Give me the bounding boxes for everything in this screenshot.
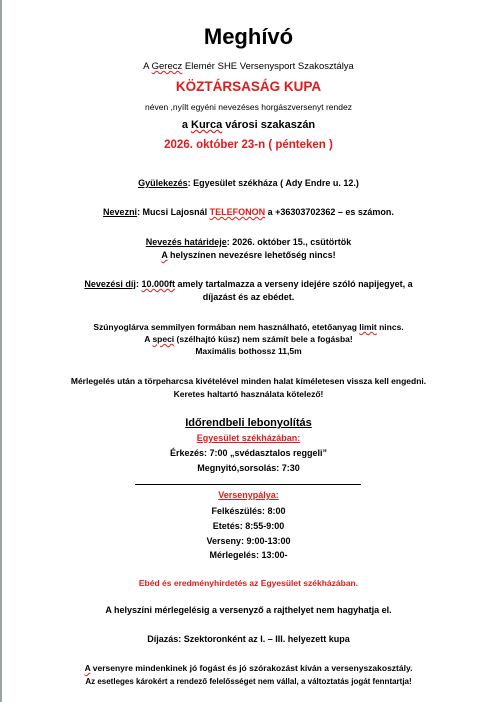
divider xyxy=(135,484,361,485)
weighing-line-2: Keretes haltartó használata kötelező! xyxy=(173,389,324,399)
venue-heading: Versenypálya: xyxy=(218,490,279,500)
feeding-line: Etetés: 8:55-9:00 xyxy=(212,521,285,531)
event-description: néven ,nyílt egyéni nevezéses horgászversenyt rendez xyxy=(145,102,352,112)
wish-line: A versenyre mindenkinek jó fogást és jó szórakozást kíván a versenyszakosztály. xyxy=(84,663,413,673)
arrival-line: Érkezés: 7:00 „svédasztalos reggeli” xyxy=(169,448,328,458)
lunch-line: Ebéd és eredményhirdetés az Egyesület székházában. xyxy=(138,578,359,588)
prep-line: Felkészülés: 8:00 xyxy=(211,506,286,516)
competition-line: Verseny: 9:00-13:00 xyxy=(206,536,291,546)
weigh-line: Mérlegelés: 13:00- xyxy=(209,550,288,560)
event-name: KÖZTÁRSASÁG KUPA xyxy=(175,79,322,94)
club-heading: Egyesület székházában: xyxy=(196,433,301,443)
location-line: a Kurca városi szakaszán xyxy=(181,119,316,131)
disclaimer-line: Az esetleges károkért a rendező felelősséget nem vállal, a változtatás jogát fenntartja! xyxy=(85,677,412,686)
phone-word: TELEFONON xyxy=(209,207,266,217)
rules-line-3: Maximális bothossz 11,5m xyxy=(195,346,302,356)
schedule-heading: Időrendbeli lebonyolítás xyxy=(185,417,312,429)
organizer-line: A Gerecz Elemér SHE Versenysport Szakosztálya xyxy=(143,61,354,72)
deadline-note: A helyszínen nevezésre lehetőség nincs! xyxy=(161,250,336,260)
stay-line: A helyszíni mérlegelésig a versenyző a rajthelyet nem hagyhatja el. xyxy=(105,605,392,615)
rules-line-1: Szúnyoglárva semmilyen formában nem használható, etetőanyag limit nincs. xyxy=(93,322,404,332)
draw-line: Megnyitó,sorsolás: 7:30 xyxy=(197,463,300,473)
weighing-line-1: Mérlegelés után a törpeharcsa kivételével minden halat kíméletesen vissza kell engedni. xyxy=(70,376,427,386)
gathering-line: Gyülekezés: Egyesület székháza ( Ady Endre u. 12.) xyxy=(138,178,359,188)
fee-line-2: díjazást és az ebédet. xyxy=(202,292,295,302)
registration-line: Nevezni: Mucsi Lajosnál TELEFONON a +36303702362 – es számon. xyxy=(103,207,394,217)
deadline-line: Nevezés határideje: 2026. október 15., csütörtök xyxy=(145,237,352,247)
rules-line-2: A speci (szélhajtó küsz) nem számít bele a fogásba! xyxy=(144,334,353,344)
event-date: 2026. október 23-n ( pénteken ) xyxy=(164,139,333,151)
fee-line: Nevezési díj: 10.000ft amely tartalmazza a verseny idejére szóló napijegyet, a xyxy=(84,279,413,289)
page-title: Meghívó xyxy=(203,24,294,49)
prizes-line: Díjazás: Szektoronként az I. – III. helyezett kupa xyxy=(147,634,350,644)
